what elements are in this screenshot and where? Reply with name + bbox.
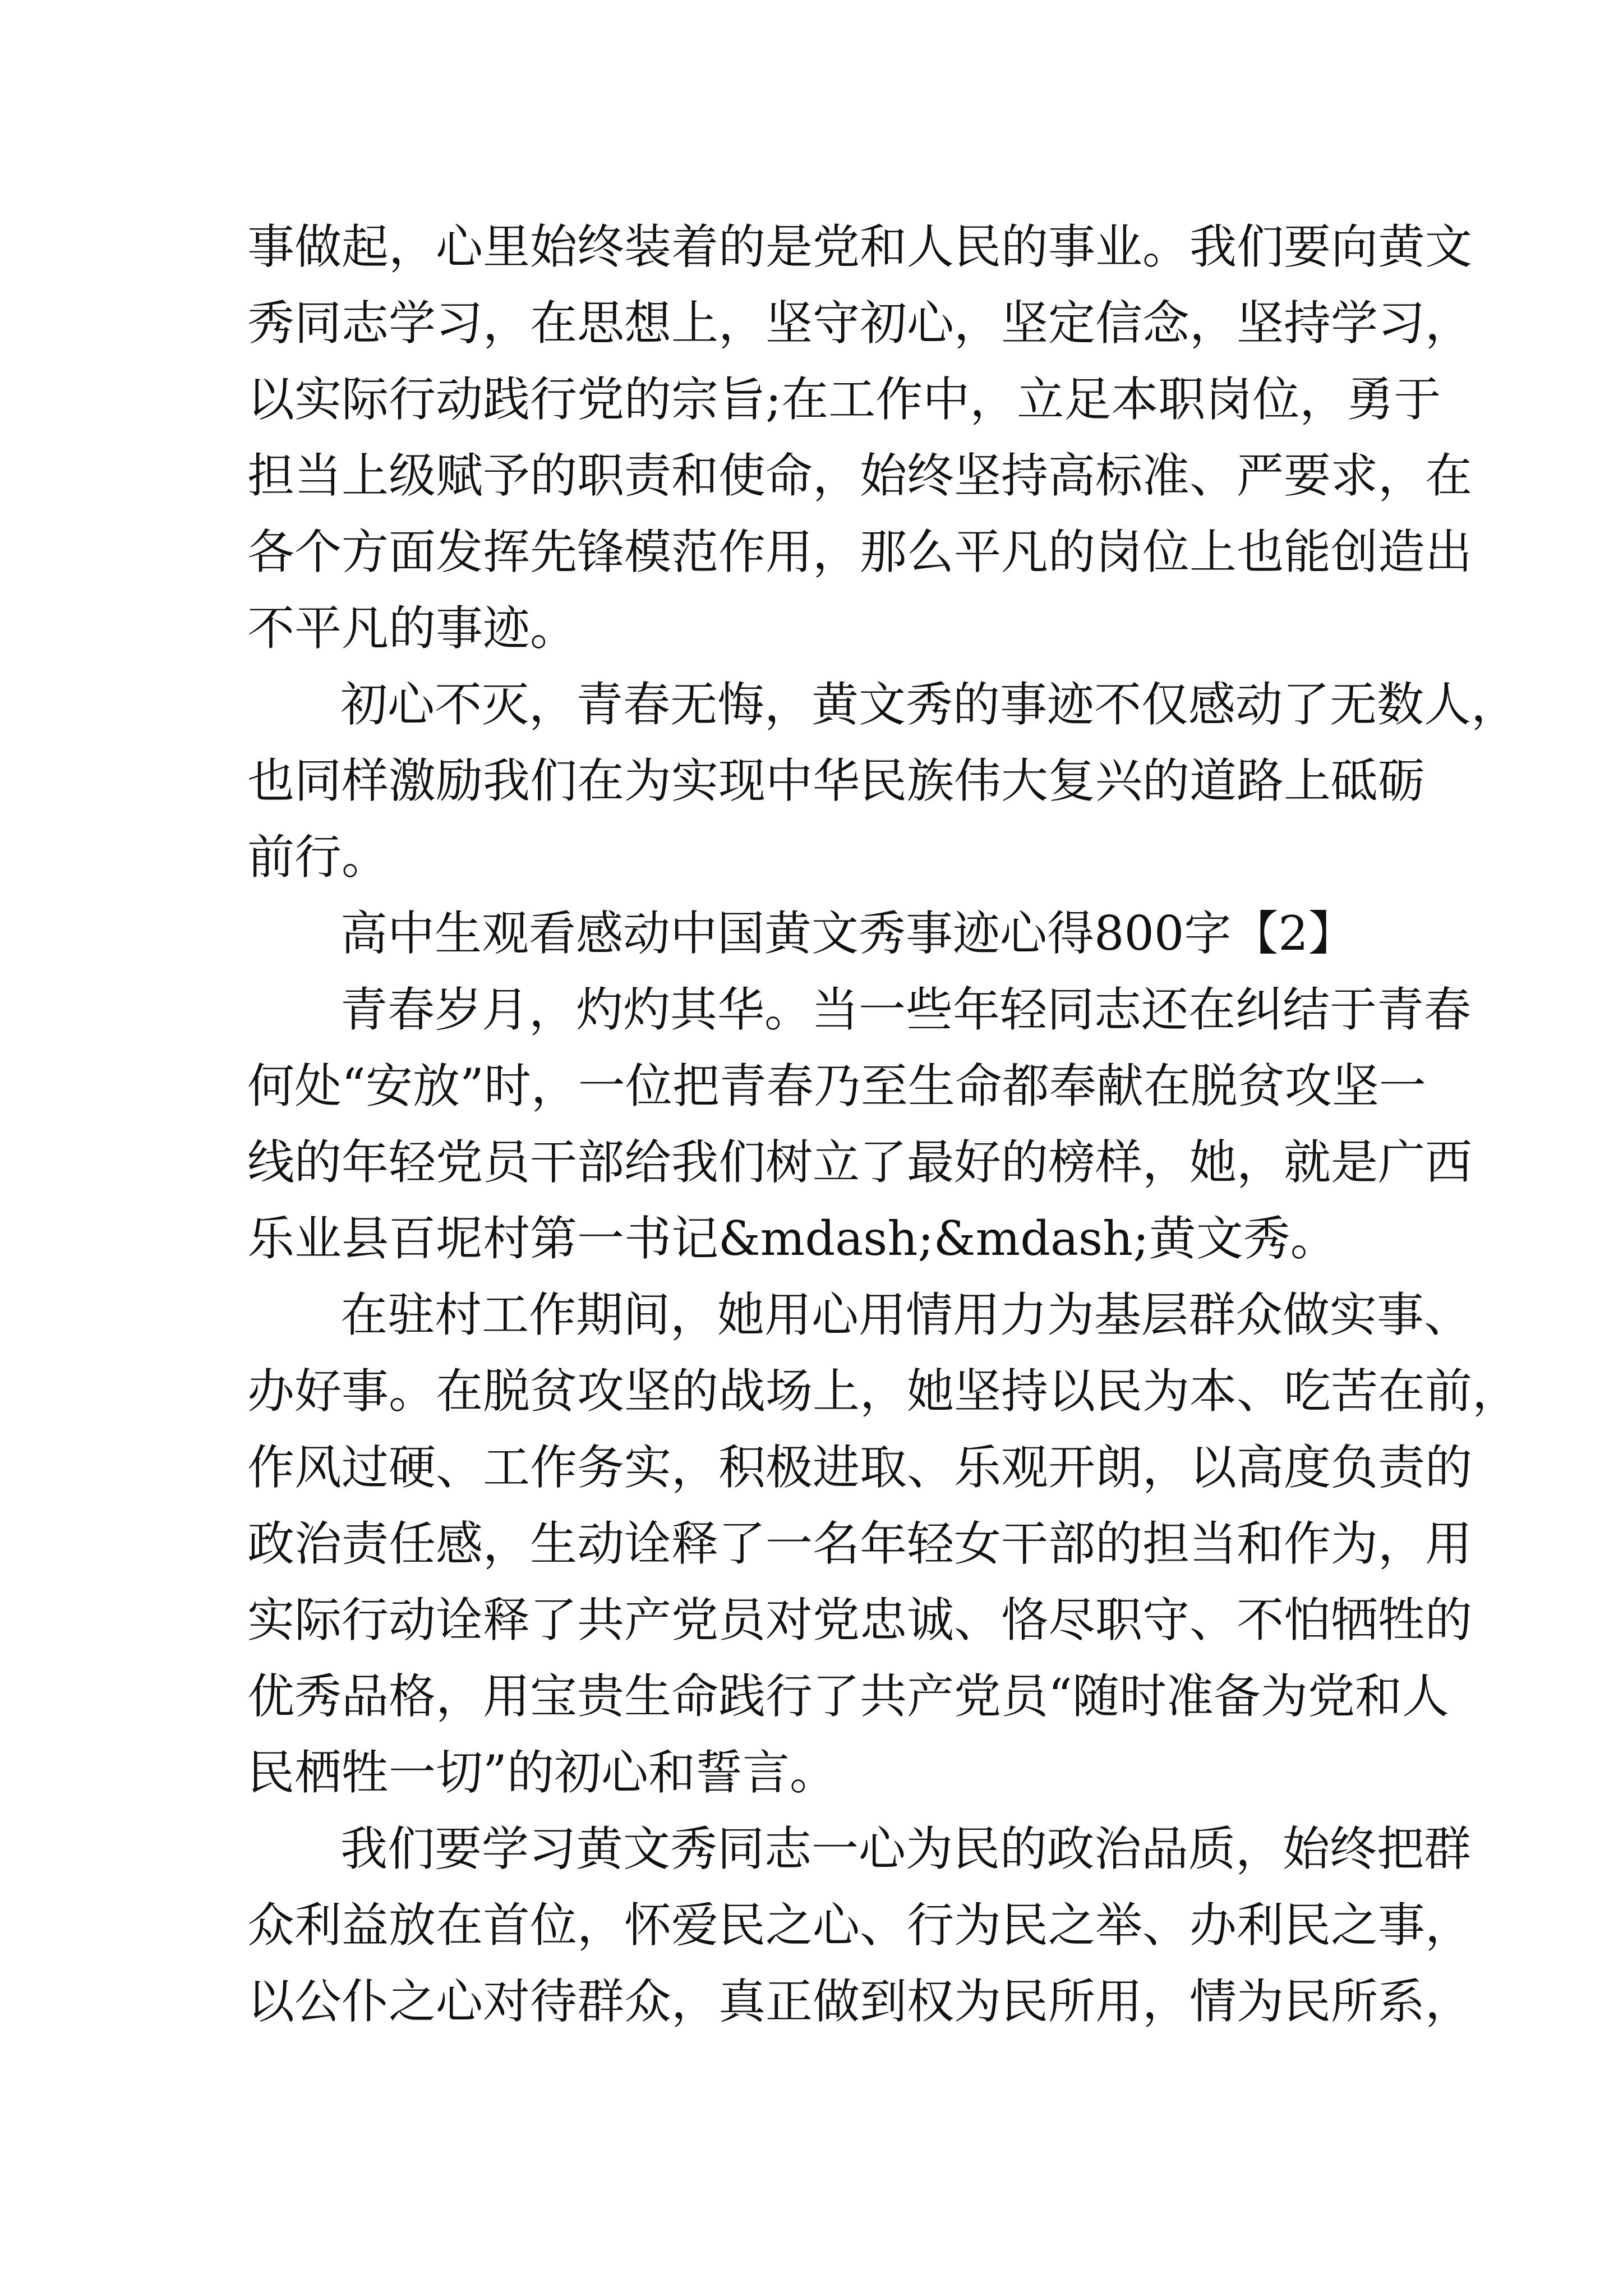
text-line: 乐业县百坭村第一书记&mdash;&mdash;黄文秀。 — [247, 1211, 1338, 1266]
text-line: 优秀品格，用宝贵生命践行了共产党员“随时准备为党和人 — [247, 1669, 1449, 1724]
paragraph-first-line: 在驻村工作期间，她用心用情用力为基层群众做实事、 — [340, 1287, 1472, 1342]
text-line: 实际行动诠释了共产党员对党忠诚、恪尽职守、不怕牺牲的 — [247, 1593, 1473, 1648]
text-line: 前行。 — [247, 830, 389, 885]
paragraph-first-line: 青春岁月，灼灼其华。当一些年轻同志还在纠结于青春 — [340, 982, 1472, 1037]
text-line: 各个方面发挥先锋模范作用，那么平凡的岗位上也能创造出 — [247, 524, 1473, 579]
text-line: 不平凡的事迹。 — [247, 601, 578, 656]
text-line: 以公仆之心对待群众，真正做到权为民所用，情为民所系， — [247, 1974, 1473, 2029]
text-line: 线的年轻党员干部给我们树立了最好的榜样，她，就是广西 — [247, 1135, 1473, 1190]
text-line: 众利益放在首位，怀爱民之心、行为民之举、办利民之事， — [247, 1898, 1473, 1953]
text-line: 以实际行动践行党的宗旨;在工作中，立足本职岗位，勇于 — [247, 372, 1441, 427]
text-line: 民栖牲一切”的初心和誓言。 — [247, 1745, 837, 1800]
text-line: 事做起，心里始终装着的是党和人民的事业。我们要向黄文 — [247, 219, 1473, 274]
text-line: 何处“安放”时，一位把青春乃至生命都奉献在脱贫攻坚一 — [247, 1059, 1426, 1114]
text-line: 也同样激励我们在为实现中华民族伟大复兴的道路上砥砺 — [247, 753, 1426, 808]
section-heading: 高中生观看感动中国黄文秀事迹心得800字【2】 — [340, 906, 1355, 961]
text-line: 政治责任感，生动诠释了一名年轻女干部的担当和作为，用 — [247, 1516, 1473, 1571]
paragraph-first-line: 我们要学习黄文秀同志一心为民的政治品质，始终把群 — [340, 1821, 1472, 1876]
text-line: 作风过硬、工作务实，积极进取、乐观开朗，以高度负责的 — [247, 1440, 1473, 1495]
text-line: 担当上级赋予的职责和使命，始终坚持高标准、严要求，在 — [247, 448, 1473, 503]
text-line: 秀同志学习，在思想上，坚守初心，坚定信念，坚持学习， — [247, 296, 1473, 351]
paragraph-first-line: 初心不灭，青春无悔，黄文秀的事迹不仅感动了无数人， — [340, 677, 1519, 732]
text-line: 办好事。在脱贫攻坚的战场上，她坚持以民为本、吃苦在前， — [247, 1364, 1520, 1419]
